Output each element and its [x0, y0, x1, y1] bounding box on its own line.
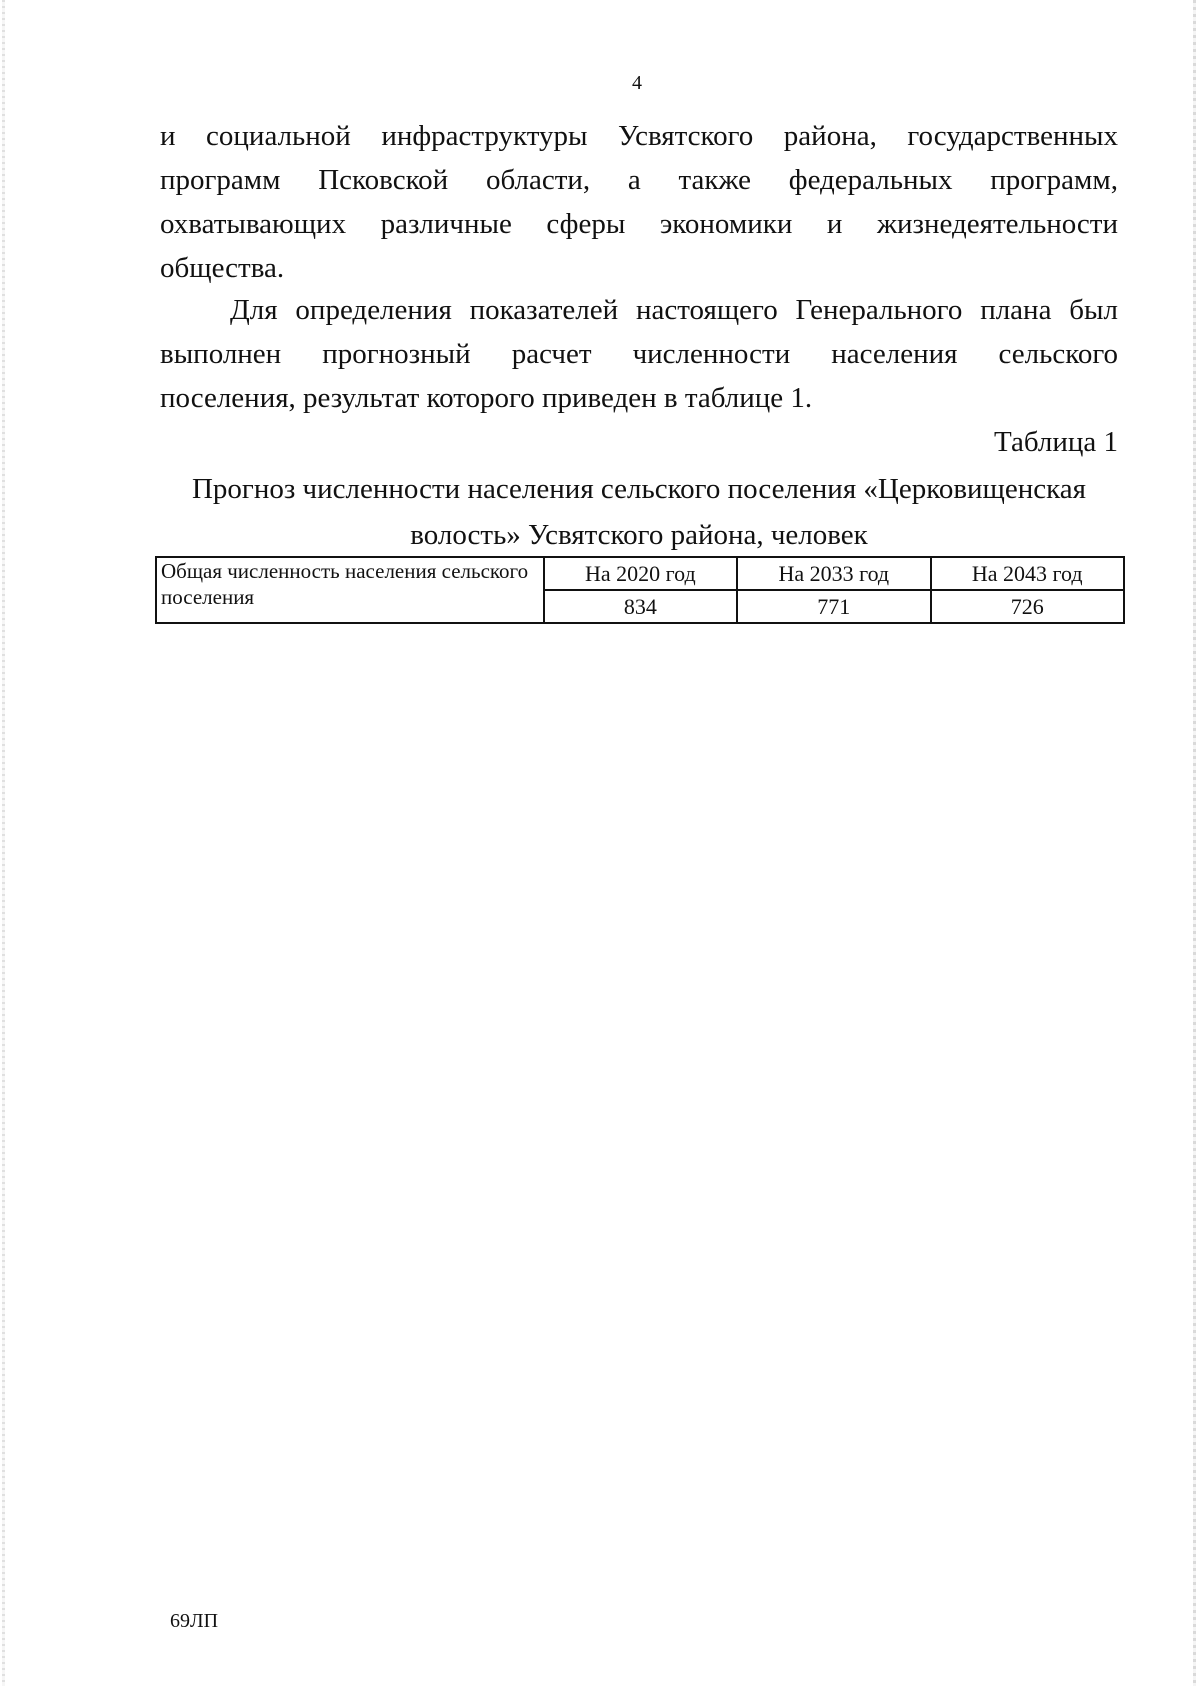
paragraph-1-line: и социальной инфраструктуры Усвятского района, государственных [160, 120, 1118, 152]
paragraph-2-line: Для определения показателей настоящего Генерального плана был [230, 294, 1118, 326]
value-2043: 726 [931, 590, 1124, 623]
column-header-2043: На 2043 год [931, 557, 1124, 590]
population-table [155, 556, 1125, 624]
paragraph-1 [160, 114, 1118, 290]
paragraph-1-line: общества. [160, 252, 285, 284]
table-title-line: Прогноз численности населения сельского поселения «Церковищенская [191, 473, 1087, 505]
paragraph-2-line: поселения, результат которого приведен в таблице 1. [160, 382, 813, 414]
page-number: 4 [632, 72, 642, 94]
table-title-line: волость» Усвятского района, человек [410, 519, 868, 551]
column-header-2020: На 2020 год [544, 557, 737, 590]
scan-edge-right [1193, 0, 1196, 1686]
column-header-2033: На 2033 год [737, 557, 930, 590]
value-2020: 834 [544, 590, 737, 623]
value-2033: 771 [737, 590, 930, 623]
table-label: Таблица 1 [993, 426, 1118, 458]
paragraph-2 [160, 288, 1118, 420]
paragraph-1-line: программ Псковской области, а также федеральных программ, [160, 164, 1118, 196]
paragraph-1-line: охватывающих различные сферы экономики и жизнедеятельности [160, 208, 1118, 240]
table-header-row [156, 557, 1124, 590]
paragraph-2-line: выполнен прогнозный расчет численности населения сельского [160, 338, 1118, 370]
row-header-cell: Общая численность населения сельского поселения [156, 557, 544, 623]
footer-code: 69ЛП [170, 1610, 219, 1632]
table-title [160, 466, 1118, 558]
scan-edge-left [2, 0, 5, 1686]
